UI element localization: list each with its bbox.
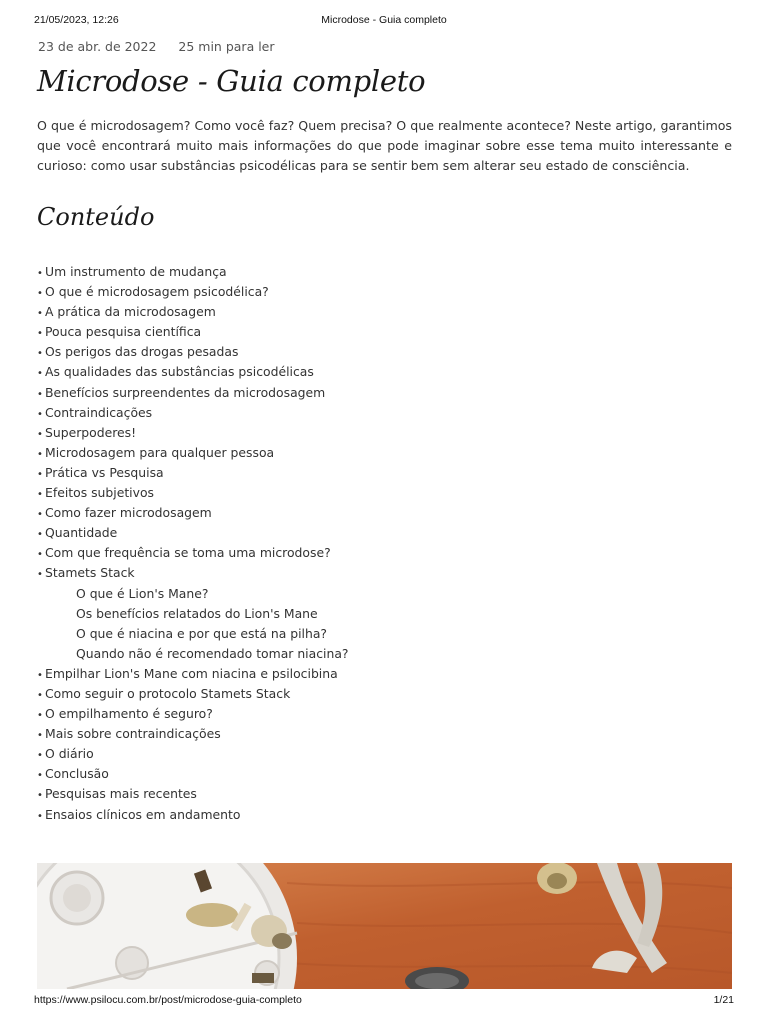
bullet-icon: •: [37, 308, 43, 320]
toc-item-label: Efeitos subjetivos: [45, 485, 154, 501]
toc-item[interactable]: [37, 342, 349, 362]
bullet-icon: •: [37, 268, 43, 279]
toc-item[interactable]: [37, 463, 349, 483]
bullet-icon: •: [37, 388, 43, 400]
toc-item[interactable]: [37, 744, 349, 764]
toc-item-label: Empilhar Lion's Mane com niacina e psilocibina: [45, 665, 338, 681]
toc-item[interactable]: [37, 483, 349, 503]
bullet-icon: •: [37, 288, 43, 300]
print-datetime: 21/05/2023, 12:26: [34, 14, 119, 26]
toc-item[interactable]: [37, 563, 349, 583]
toc-item-label: Microdosagem para qualquer pessoa: [45, 444, 275, 460]
bullet-icon: •: [37, 549, 43, 561]
print-header: [34, 14, 734, 30]
toc-item[interactable]: [37, 584, 349, 604]
bullet-icon: •: [37, 428, 43, 440]
toc-item-label: Stamets Stack: [45, 565, 135, 581]
page-number: 1/21: [713, 994, 734, 1006]
toc-item-label: Um instrumento de mudança: [45, 264, 227, 279]
bullet-icon: •: [37, 368, 43, 380]
toc-item[interactable]: [37, 362, 349, 382]
post-meta: [38, 39, 293, 54]
bullet-icon: •: [37, 468, 43, 480]
bullet-icon: •: [37, 730, 43, 742]
bullet-icon: •: [37, 408, 43, 420]
toc-item-label: Os perigos das drogas pesadas: [45, 344, 239, 360]
toc-item-label: Com que frequência se toma uma microdose?: [45, 545, 331, 561]
toc-item[interactable]: [37, 644, 349, 664]
toc-item-label: Quantidade: [45, 525, 118, 541]
toc-item-label: Os benefícios relatados do Lion's Mane: [76, 605, 318, 621]
toc-item[interactable]: [37, 764, 349, 784]
toc-item[interactable]: [37, 664, 349, 684]
bullet-icon: •: [37, 810, 43, 822]
toc-item-label: O que é Lion's Mane?: [76, 585, 209, 601]
intro-paragraph: O que é microdosagem? Como você faz? Quem precisa? O que realmente acontece? Neste artigo, garantimos que você encontrará muito mais informações do que pode imaginar sobre esse tema muito interessante e curioso: como usar substâncias psicodélicas para se sentir bem sem alterar seu estado de consciência.: [37, 118, 732, 173]
toc-item-label: Como fazer microdosagem: [45, 505, 212, 521]
toc-item[interactable]: [37, 423, 349, 443]
toc-item-label: Mais sobre contraindicações: [45, 726, 221, 742]
toc-item[interactable]: [37, 503, 349, 523]
bullet-icon: •: [37, 328, 43, 340]
toc-item[interactable]: [37, 543, 349, 563]
bullet-icon: •: [37, 750, 43, 762]
toc-item-label: As qualidades das substâncias psicodélicas: [45, 364, 314, 380]
toc-item-label: Contraindicações: [45, 404, 153, 420]
toc-item-label: O que é niacina e por que está na pilha?: [76, 625, 328, 641]
toc-item[interactable]: [37, 523, 349, 543]
toc-item-label: Pouca pesquisa científica: [45, 324, 202, 340]
table-of-contents: [37, 262, 349, 825]
print-footer: [34, 994, 734, 1010]
toc-item-label: O diário: [45, 746, 94, 762]
bullet-icon: •: [37, 710, 43, 722]
bullet-icon: •: [37, 448, 43, 460]
toc-heading: Conteúdo: [37, 203, 155, 231]
bullet-icon: •: [37, 669, 43, 681]
toc-item[interactable]: [37, 322, 349, 342]
bullet-icon: •: [37, 790, 43, 802]
toc-item-label: Benefícios surpreendentes da microdosagem: [45, 384, 326, 400]
toc-item-label: O empilhamento é seguro?: [45, 706, 213, 722]
toc-item[interactable]: [37, 684, 349, 704]
mushrooms-photo: [37, 863, 732, 989]
bullet-icon: •: [37, 529, 43, 541]
toc-item[interactable]: [37, 624, 349, 644]
post-read-time: 25 min para ler: [178, 39, 275, 54]
bullet-icon: •: [37, 569, 43, 581]
page-url: https://www.psilocu.com.br/post/microdose-guia-completo: [34, 994, 302, 1006]
toc-item-label: Quando não é recomendado tomar niacina?: [76, 645, 349, 661]
toc-item-label: Como seguir o protocolo Stamets Stack: [45, 685, 291, 701]
toc-item[interactable]: [37, 403, 349, 423]
toc-item[interactable]: [37, 443, 349, 463]
toc-item[interactable]: [37, 262, 349, 282]
toc-item-label: A prática da microdosagem: [45, 304, 216, 320]
toc-item-label: Conclusão: [45, 766, 109, 782]
post-date: 23 de abr. de 2022: [38, 39, 157, 54]
toc-item[interactable]: [37, 282, 349, 302]
bullet-icon: •: [37, 689, 43, 701]
toc-item-label: Pesquisas mais recentes: [45, 786, 197, 802]
bullet-icon: •: [37, 348, 43, 360]
page-title: Microdose - Guia completo: [37, 64, 426, 98]
bullet-icon: •: [37, 770, 43, 782]
toc-item-label: Prática vs Pesquisa: [45, 464, 164, 480]
toc-item[interactable]: [37, 383, 349, 403]
toc-item[interactable]: [37, 604, 349, 624]
bullet-icon: •: [37, 509, 43, 521]
bullet-icon: •: [37, 489, 43, 501]
toc-item-label: Ensaios clínicos em andamento: [45, 806, 241, 822]
toc-item[interactable]: [37, 784, 349, 804]
toc-item-label: O que é microdosagem psicodélica?: [45, 284, 269, 300]
toc-item[interactable]: [37, 805, 349, 825]
toc-item[interactable]: [37, 704, 349, 724]
article-cover-image: [37, 863, 732, 989]
toc-item[interactable]: [37, 302, 349, 322]
toc-item[interactable]: [37, 724, 349, 744]
toc-item-label: Superpoderes!: [45, 424, 137, 440]
print-doc-title: Microdose - Guia completo: [321, 14, 447, 26]
